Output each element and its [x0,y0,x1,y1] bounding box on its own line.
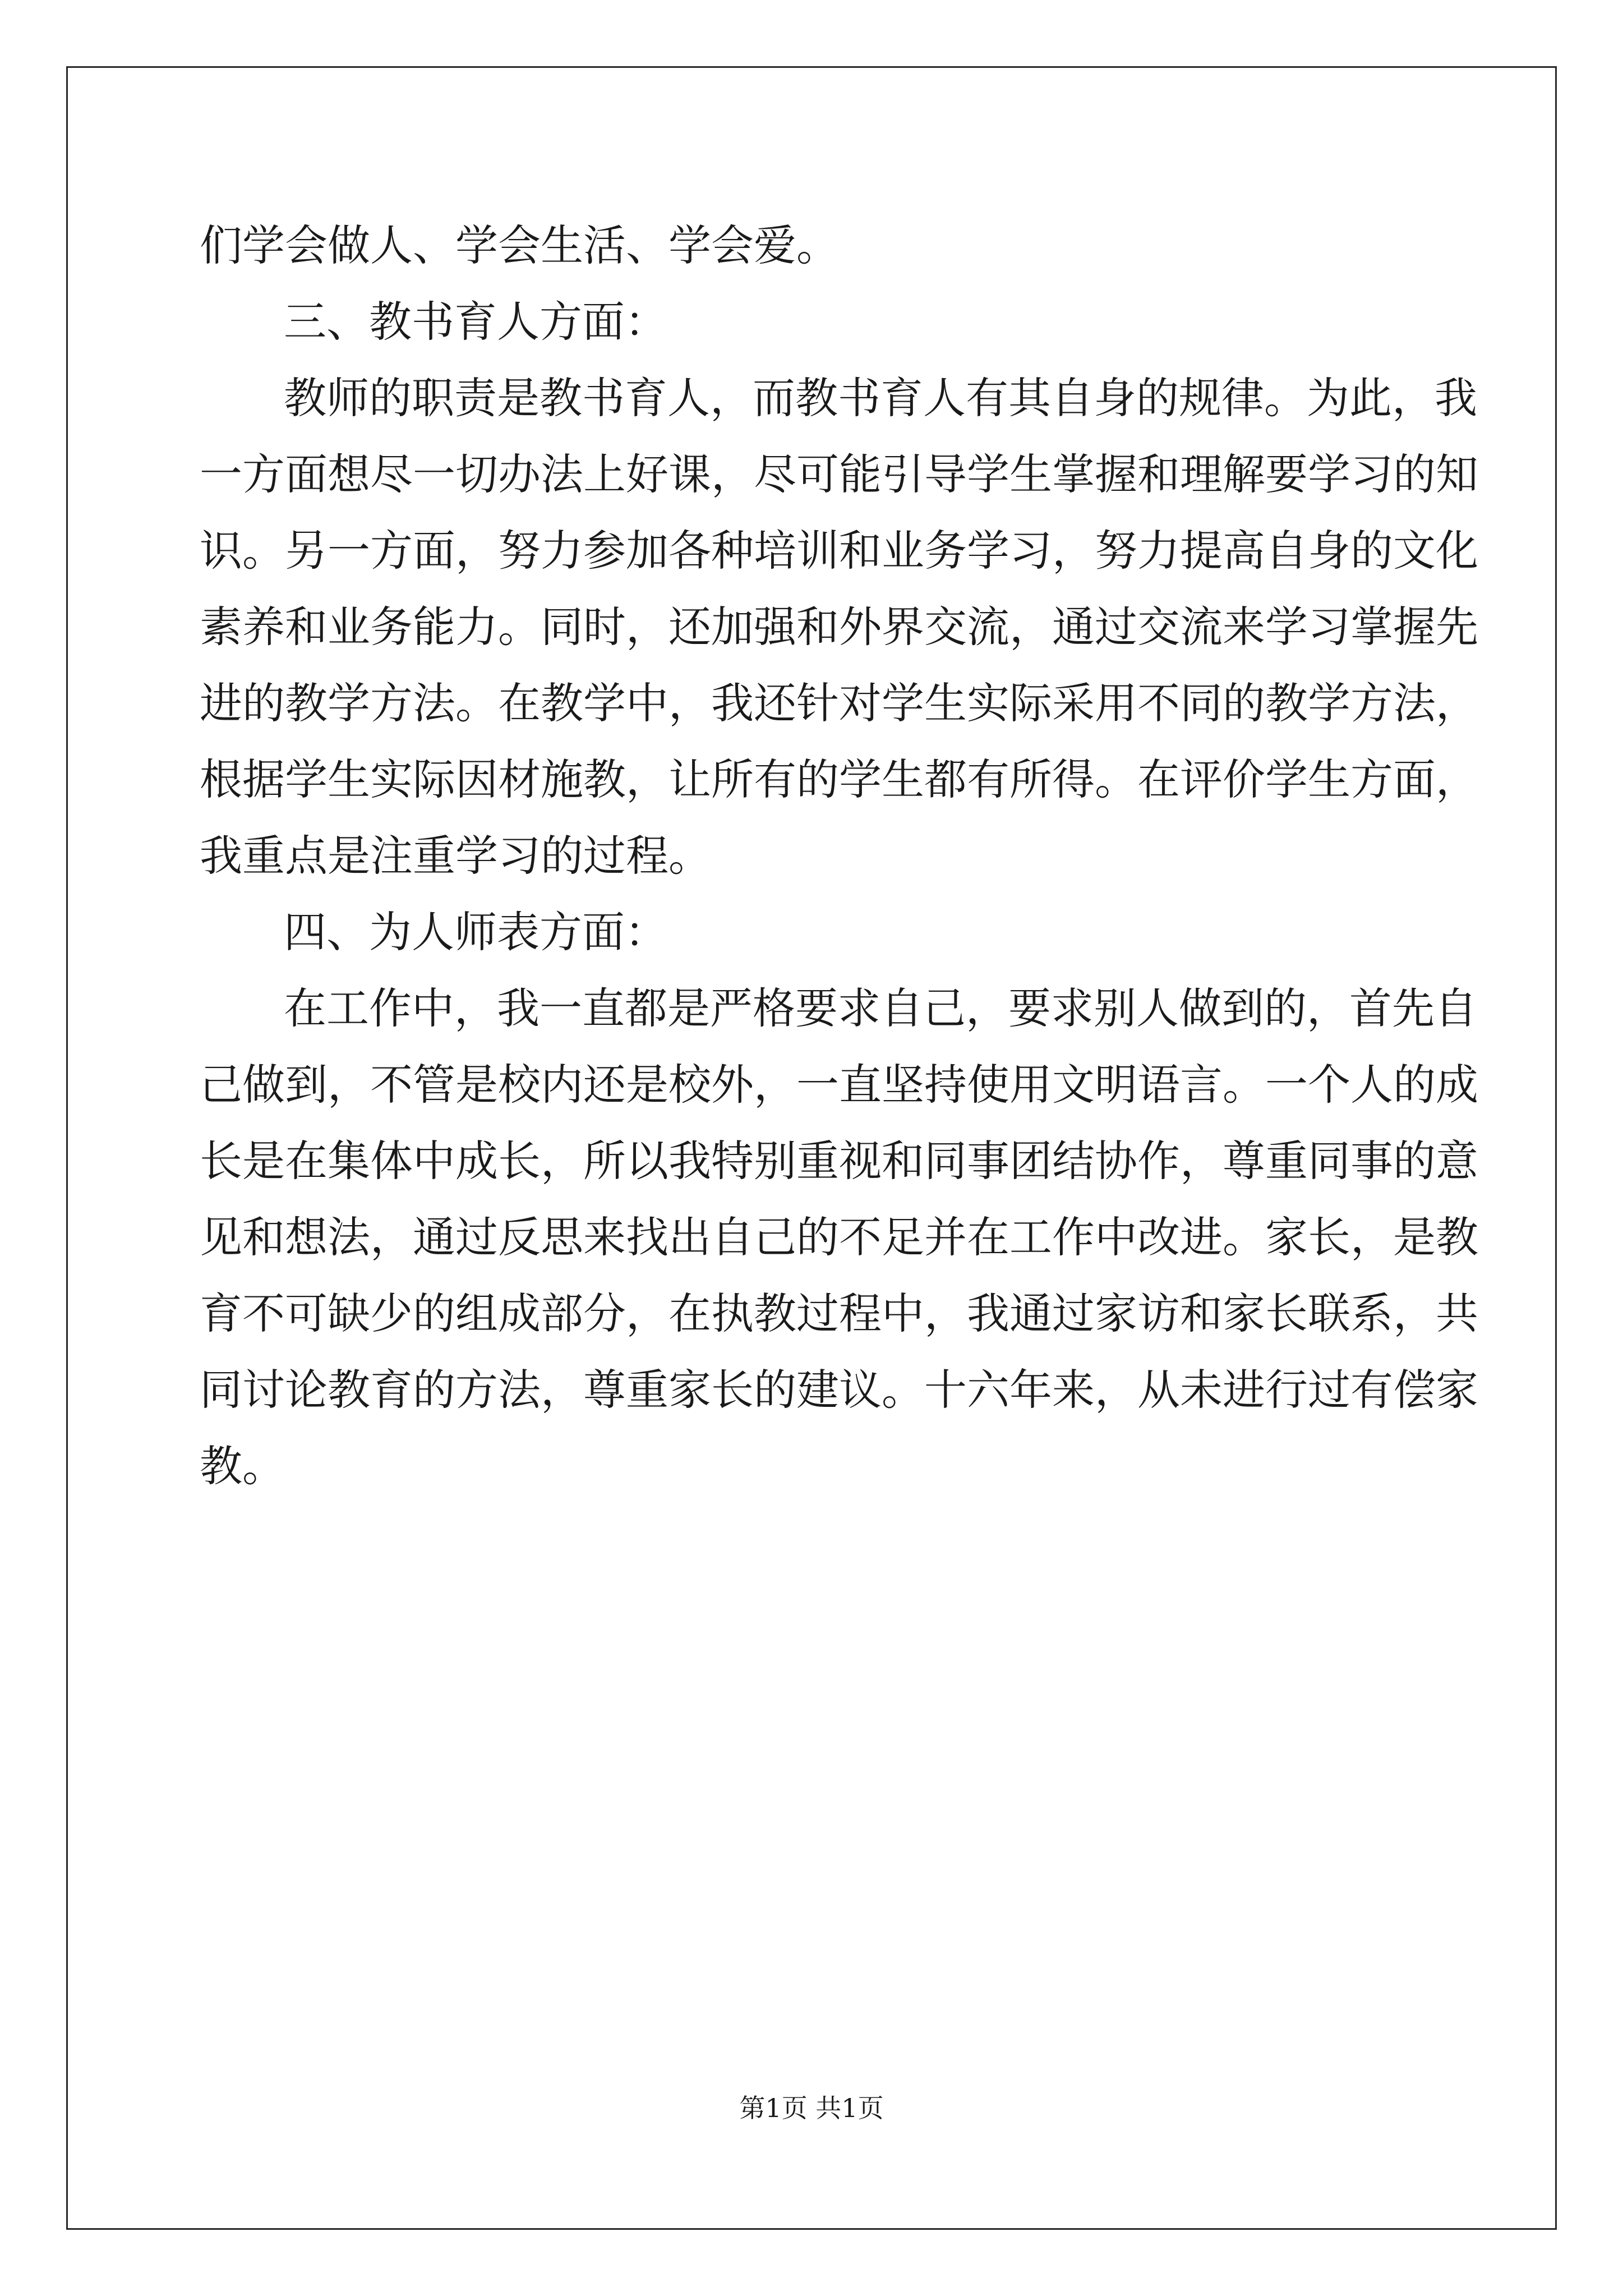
text-line: 育不可缺少的组成部分，在执教过程中，我通过家访和家长联系，共 [200,1289,1478,1338]
text-line: 教。 [200,1441,285,1491]
text-line: 根据学生实际因材施教，让所有的学生都有所得。在评价学生方面， [200,754,1478,804]
section-heading-4: 四、为人师表方面： [284,907,667,957]
text-line: 教师的职责是教书育人，而教书育人有其自身的规律。为此，我 [284,373,1477,423]
text-line: 长是在集体中成长，所以我特别重视和同事团结协作，尊重同事的意 [200,1136,1478,1186]
text-line: 素养和业务能力。同时，还加强和外界交流，通过交流来学习掌握先 [200,602,1478,652]
text-line: 我重点是注重学习的过程。 [200,831,711,881]
page-number-footer: 第1页 共1页 [739,2093,884,2123]
text-line: 进的教学方法。在教学中，我还针对学生实际采用不同的教学方法， [200,678,1478,728]
text-line: 一方面想尽一切办法上好课，尽可能引导学生掌握和理解要学习的知 [200,449,1478,499]
text-line: 们学会做人、学会生活、学会爱。 [200,220,839,270]
text-line: 同讨论教育的方法，尊重家长的建议。十六年来，从未进行过有偿家 [200,1365,1478,1415]
text-line: 见和想法，通过反思来找出自己的不足并在工作中改进。家长，是教 [200,1212,1478,1262]
section-heading-3: 三、教书育人方面： [284,297,667,347]
text-line: 在工作中，我一直都是严格要求自己，要求别人做到的，首先自 [284,983,1477,1033]
text-line: 识。另一方面，努力参加各种培训和业务学习，努力提高自身的文化 [200,526,1478,576]
text-line: 己做到，不管是校内还是校外，一直坚持使用文明语言。一个人的成 [200,1060,1478,1110]
